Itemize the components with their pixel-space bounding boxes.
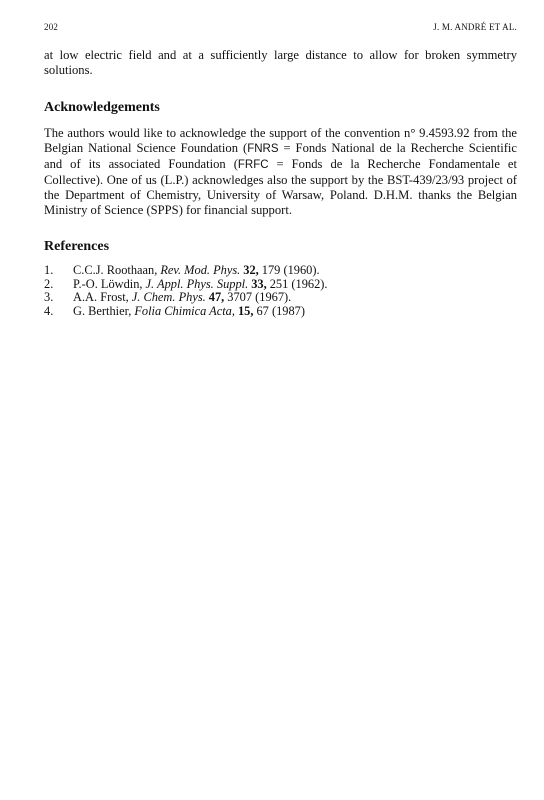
acknowledgements-paragraph [44,126,517,218]
reference-item [44,278,517,292]
ack-text-2: = Fonds National de la Recherche Scientific and of its associated Foundation ( [44,141,517,171]
reference-authors: G. Berthier, [73,303,132,318]
reference-item [44,305,517,319]
reference-pages: 3707 (1967). [227,290,292,304]
reference-volume: 47, [208,290,225,304]
paper-page [44,22,517,318]
reference-volume: 33, [251,276,267,291]
reference-journal: Rev. Mod. Phys. [160,263,241,277]
reference-volume: 15, [237,303,254,318]
continuation-paragraph: at low electric field and at a sufficiently large distance to allow for broken symmetry solutions. [44,48,517,77]
references-list [44,264,517,318]
frfc-abbreviation: FRFC [237,159,269,171]
reference-journal: J. Chem. Phys. [131,290,206,304]
page-number: 202 [44,22,59,32]
ack-text-3: = Fonds de la Recherche Fondamentale et Collective). One of us (L.P.) acknowledges also the support by the BST-439/23/93 project of the Department of Chemistry, University of Warsaw, Poland. D.H.M. thanks the Belgian Ministry of Science (SPPS) for financial support. [44,157,517,217]
reference-number: 4. [44,303,54,318]
acknowledgements-heading: Acknowledgements [44,100,160,115]
reference-body [73,278,328,292]
running-head [44,22,517,36]
reference-journal: J. Appl. Phys. Suppl. [145,276,249,291]
reference-journal: Folia Chimica Acta, [134,303,235,318]
running-author: J. M. ANDRÉ ET AL. [433,22,517,32]
fnrs-abbreviation: FNRS [247,143,279,155]
reference-item [44,264,517,278]
reference-pages: 179 (1960). [261,263,320,277]
reference-number: 2. [44,276,54,291]
reference-body [73,305,305,319]
reference-authors: P.-O. Löwdin, [73,276,143,291]
reference-pages: 67 (1987) [256,303,305,318]
reference-body [73,291,291,305]
reference-authors: C.C.J. Roothaan, [73,263,158,277]
ack-text-1: The authors would like to acknowledge the support of the convention n° 9.4593.92 from the Belgian National Science Foundation ( [44,126,517,155]
reference-pages: 251 (1962). [269,276,328,291]
reference-volume: 32, [243,263,259,277]
reference-number: 1. [44,263,54,277]
reference-authors: A.A. Frost, [73,290,129,304]
reference-number: 3. [44,290,54,304]
reference-body [73,264,320,278]
references-heading: References [44,239,110,254]
reference-item [44,291,517,305]
